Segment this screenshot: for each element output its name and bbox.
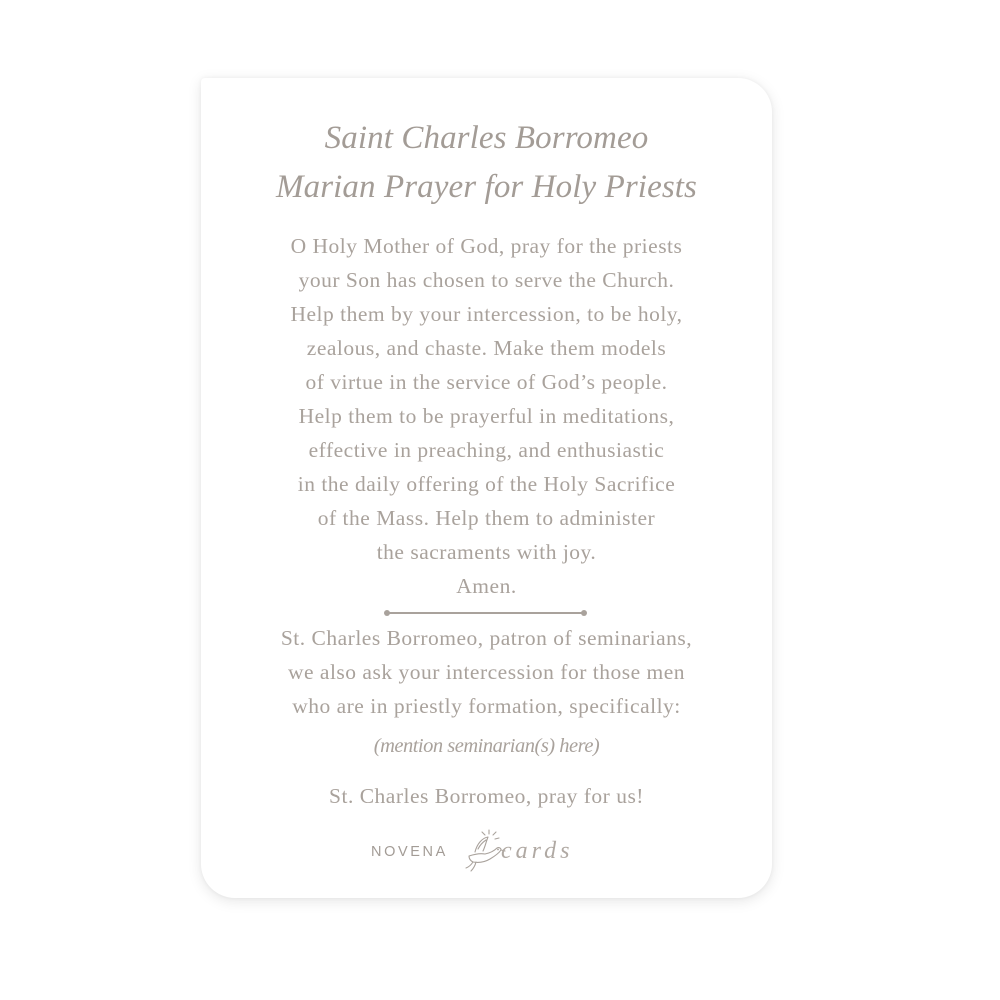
logo-script-word: cards	[501, 838, 574, 864]
prayer-amen: Amen.	[456, 574, 517, 598]
closing-invocation: St. Charles Borromeo, pray for us!	[329, 784, 644, 808]
prayer-line: your Son has chosen to serve the Church.	[298, 268, 675, 292]
prayer-text	[201, 229, 772, 603]
prayer-line: of virtue in the service of God’s people.	[305, 370, 668, 394]
patron-text	[201, 621, 772, 723]
prayer-line: the sacraments with joy.	[376, 540, 597, 564]
novena-cards-logo	[371, 828, 621, 878]
card-title-line-1: Saint Charles Borromeo	[324, 120, 649, 156]
mention-instruction: (mention seminarian(s) here)	[373, 735, 600, 757]
prayer-line: of the Mass. Help them to administer	[317, 506, 656, 530]
prayer-card	[201, 78, 772, 898]
logo-wordmark: NOVENA	[371, 844, 448, 860]
prayer-line: Help them to be prayerful in meditations,	[298, 404, 675, 428]
prayer-line: O Holy Mother of God, pray for the priests	[290, 234, 683, 258]
divider-line	[387, 612, 584, 614]
divider-dot-left	[384, 610, 390, 616]
prayer-line: Help them by your intercession, to be holy,	[290, 302, 683, 326]
ornamental-divider	[384, 610, 587, 616]
patron-line: St. Charles Borromeo, patron of seminarians,	[280, 626, 693, 650]
prayer-line: zealous, and chaste. Make them models	[306, 336, 667, 360]
prayer-line: in the daily offering of the Holy Sacrifice	[297, 472, 676, 496]
prayer-line: effective in preaching, and enthusiastic	[308, 438, 665, 462]
patron-line: who are in priestly formation, specifically:	[292, 694, 681, 718]
card-title-line-2: Marian Prayer for Holy Priests	[276, 169, 697, 205]
divider-dot-right	[581, 610, 587, 616]
patron-line: we also ask your intercession for those men	[287, 660, 686, 684]
